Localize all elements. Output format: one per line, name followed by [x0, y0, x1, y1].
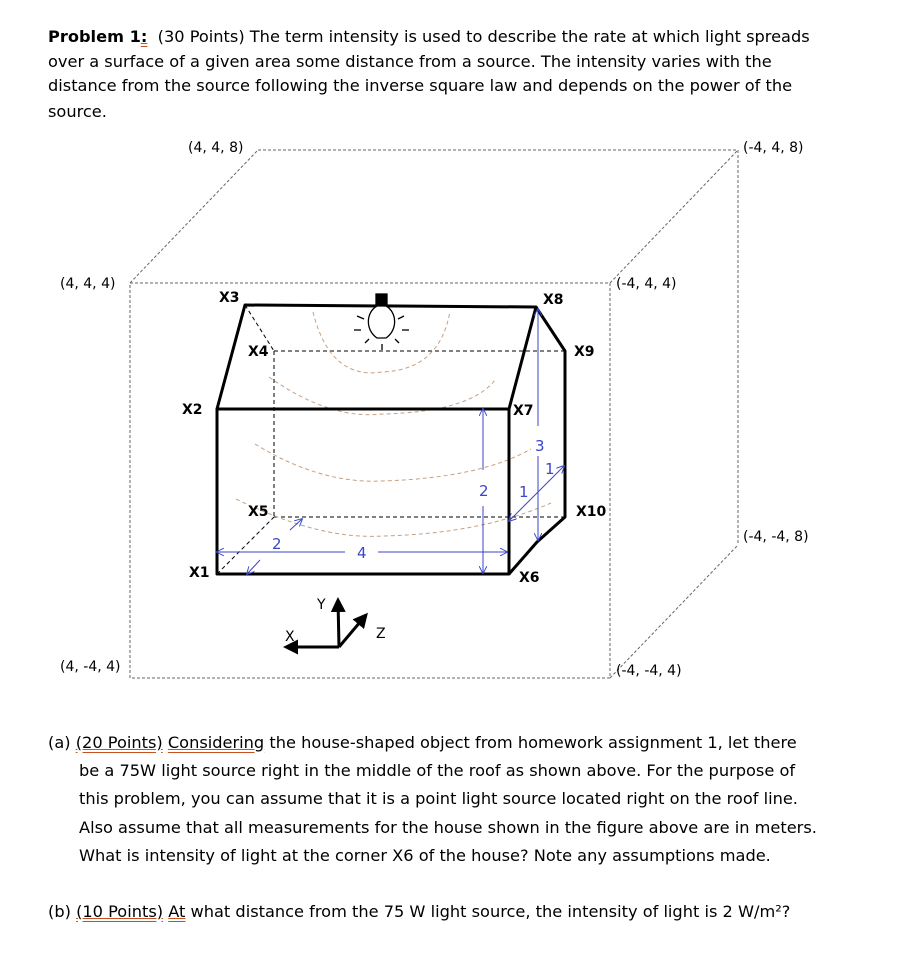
- vertex-x2: X2: [182, 402, 203, 418]
- dim-width: 4: [357, 544, 367, 562]
- dim-total-height: 3: [535, 437, 545, 455]
- vertex-x5: X5: [248, 504, 269, 520]
- vertex-x8: X8: [543, 292, 564, 308]
- vertex-x3: X3: [219, 290, 240, 306]
- part-b: (b) (10 Points) At what distance from the 75 W light source, the intensity of light is 2 W/m²?: [48, 902, 791, 921]
- axis-z-label: Z: [376, 626, 386, 642]
- house-outline: [217, 305, 565, 574]
- corner-label: (4, 4, 4): [60, 276, 116, 292]
- part-a-line: Also assume that all measurements for the house shown in the figure above are in meters.: [79, 818, 817, 837]
- part-a: (a) (20 Points) Considering the house-shaped object from homework assignment 1, let there: [48, 733, 797, 752]
- corner-label: (-4, -4, 4): [616, 663, 682, 679]
- part-a-line: this problem, you can assume that it is a point light source located right on the roof line.: [79, 789, 798, 808]
- light-waves: [236, 311, 551, 536]
- light-bulb-icon: [354, 294, 409, 350]
- dimension-lines: [217, 309, 564, 574]
- vertex-x4: X4: [248, 344, 269, 360]
- problem-line: over a surface of a given area some distance from a source. The intensity varies with the: [48, 52, 772, 71]
- vertex-x10: X10: [576, 504, 607, 520]
- dim-depth-front: 2: [272, 535, 282, 553]
- problem-line: source.: [48, 102, 107, 121]
- corner-label: (-4, -4, 8): [743, 529, 809, 545]
- problem-line: distance from the source following the inverse square law and depends on the power of the: [48, 76, 793, 95]
- hidden-edges: [217, 305, 565, 574]
- bounding-box: [130, 150, 738, 678]
- dim-depth-b: 1: [545, 460, 555, 478]
- part-a-line: be a 75W light source right in the middle of the roof as shown above. For the purpose of: [79, 761, 796, 780]
- axis-y-label: Y: [317, 597, 326, 613]
- corner-label: (4, 4, 8): [188, 140, 244, 156]
- part-a-line: What is intensity of light at the corner X6 of the house? Note any assumptions made.: [79, 846, 771, 865]
- dim-wall-height: 2: [479, 482, 489, 500]
- axes-icon: [286, 600, 366, 647]
- vertex-x9: X9: [574, 344, 595, 360]
- corner-label: (-4, 4, 4): [616, 276, 677, 292]
- dim-depth-a: 1: [519, 483, 529, 501]
- vertex-x7: X7: [513, 403, 534, 419]
- problem-statement: Problem 1: (30 Points) The term intensity is used to describe the rate at which light spreads: [48, 27, 810, 46]
- corner-label: (4, -4, 4): [60, 659, 121, 675]
- corner-label: (-4, 4, 8): [743, 140, 804, 156]
- vertex-x1: X1: [189, 565, 210, 581]
- axis-x-label: X: [285, 629, 295, 645]
- vertex-x6: X6: [519, 570, 540, 586]
- problem-label: Problem 1:: [48, 27, 148, 46]
